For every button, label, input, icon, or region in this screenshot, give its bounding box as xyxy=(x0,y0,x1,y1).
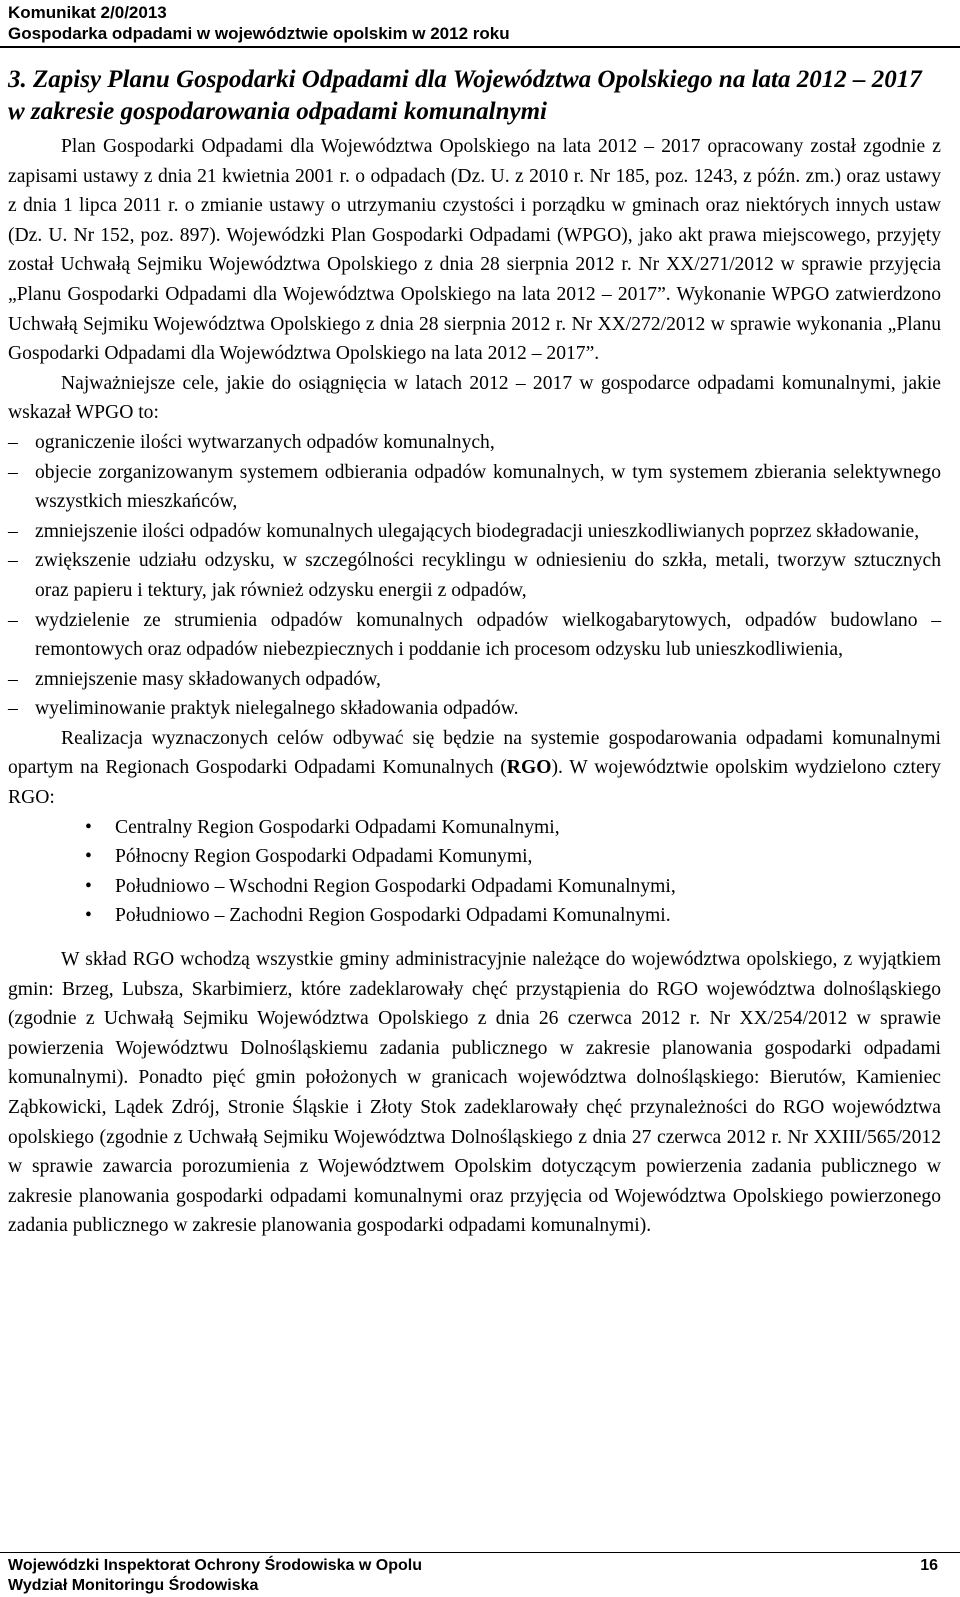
bullet-marker: • xyxy=(85,875,92,897)
footer-institution: Wojewódzki Inspektorat Ochrony Środowiska w Opolu xyxy=(8,1557,422,1574)
page-number: 16 xyxy=(920,1557,938,1574)
rgo-abbreviation: RGO xyxy=(506,757,552,779)
dash-marker: – xyxy=(8,668,18,690)
bullet-marker: • xyxy=(85,846,92,868)
dash-marker: – xyxy=(8,698,18,720)
dash-marker: – xyxy=(8,550,18,572)
running-footer xyxy=(8,1556,422,1596)
paragraph-plan-intro: Plan Gospodarki Odpadami dla Województwa Opolskiego na lata 2012 – 2017 opracowany został zgodnie z zapisami ustawy z dnia 21 kwietnia 2001 r. o odpadach (Dz. U. z 2010 r. Nr 185, poz. 1243, z późn. zm.) oraz ustawy z dnia 1 lipca 2011 r. o zmianie ustawy o utrzymaniu czystości i porządku w gminach oraz niektórych innych ustaw (Dz. U. Nr 152, poz. 897). Wojewódzki Plan Gospodarki Odpadami (WPGO), jako akt prawa miejscowego, przyjęty został Uchwałą Sejmiku Województwa Opolskiego z dnia 28 sierpnia 2012 r. Nr XX/271/2012 w sprawie przyjęcia „Planu Gospodarki Odpadami dla Województwa Opolskiego na lata 2012 – 2017”. Wykonanie WPGO zatwierdzono Uchwałą Sejmiku Województwa Opolskiego z dnia 28 sierpnia 2012 r. Nr XX/272/2012 w sprawie wykonania „Planu Gospodarki Odpadami dla Województwa Opolskiego na lata 2012 – 2017”. xyxy=(8,136,941,365)
document-body xyxy=(8,64,941,1241)
list-item-text: wyeliminowanie praktyk nielegalnego składowania odpadów. xyxy=(35,698,519,720)
list-item-text: objecie zorganizowanym systemem odbierania odpadów komunalnych, w tym systemem zbierania selektywnego wszystkich mieszkańców, xyxy=(35,461,941,513)
paragraph-rgo-membership: W skład RGO wchodzą wszystkie gminy administracyjnie należące do województwa opolskiego, z wyjątkiem gmin: Brzeg, Lubsza, Skarbimierz, które zadeklarowały chęć przystąpienia do RGO województwa dolnośląskiego (zgodnie z Uchwałą Sejmiku Województwa Opolskiego z dnia 26 czerwca 2012 r. Nr XX/254/2012 w sprawie powierzenia Województwu Dolnośląskiemu zadania publicznego w zakresie planowania gospodarki odpadami komunalnymi). Ponadto pięć gmin położonych w granicach województwa dolnośląskiego: Bierutów, Kamieniec Ząbkowicki, Lądek Zdrój, Stronie Śląskie i Złoty Stok zadeklarowały chęć przynależności do RGO województwa opolskiego (zgodnie z Uchwałą Sejmiku Województwa Dolnośląskiego z dnia 27 czerwca 2012 r. Nr XXIII/565/2012 w sprawie zawarcia porozumienia z Województwem Opolskim dotyczącym powierzenia zadania publicznego w zakresie planowania gospodarki odpadami komunalnymi oraz przyjęcia od Województwa Opolskiego powierzonego zadania publicznego w zakresie planowania gospodarki odpadami komunalnymi). xyxy=(8,949,941,1237)
dash-marker: – xyxy=(8,609,18,631)
list-item-text: Południowo – Wschodni Region Gospodarki Odpadami Komunalnymi, xyxy=(115,875,676,897)
dash-marker: – xyxy=(8,431,18,453)
goals-list xyxy=(8,428,941,724)
list-item-text: Północny Region Gospodarki Odpadami Komunymi, xyxy=(115,846,533,868)
bullet-marker: • xyxy=(85,816,92,838)
rgo-text-b: ). W województwie opolskim wydzielono cztery RGO: xyxy=(8,757,941,809)
list-item-text: Centralny Region Gospodarki Odpadami Komunalnymi, xyxy=(115,816,560,838)
running-header xyxy=(8,2,510,44)
list-item xyxy=(8,872,941,902)
list-item xyxy=(8,842,941,872)
list-item xyxy=(8,546,941,605)
list-item xyxy=(8,517,941,547)
paragraph-rgo-system xyxy=(8,724,941,813)
footer-rule xyxy=(0,1552,960,1553)
list-item-text: zmniejszenie ilości odpadów komunalnych ulegających biodegradacji unieszkodliwianych poprzez składowanie, xyxy=(35,520,920,542)
list-item-text: ograniczenie ilości wytwarzanych odpadów komunalnych, xyxy=(35,431,495,453)
list-item-text: zwiększenie udziału odzysku, w szczególności recyklingu w odniesieniu do szkła, metali, tworzyw sztucznych oraz papieru i tektury, jak również odzysku energii z odpadów, xyxy=(35,550,941,601)
list-item xyxy=(8,901,941,931)
footer-department: Wydział Monitoringu Środowiska xyxy=(8,1577,259,1594)
list-item xyxy=(8,665,941,695)
list-item xyxy=(8,813,941,843)
rgo-text-a: Realizacja wyznaczonych celów odbywać się będzie na systemie gospodarowania odpadami komunalnymi opartym na Regionach Gospodarki Odpadami Komunalnych ( xyxy=(8,727,941,779)
header-publication: Komunikat 2/0/2013 xyxy=(8,3,167,22)
dash-marker: – xyxy=(8,520,18,542)
header-title: Gospodarka odpadami w województwie opolskim w 2012 roku xyxy=(8,24,510,43)
list-item-text: wydzielenie ze strumienia odpadów komunalnych odpadów wielkogabarytowych, odpadów budowlano – remontowych oraz odpadów niebezpiecznych i poddanie ich procesom odzysku lub unieszkodliwienia, xyxy=(35,609,941,661)
list-item xyxy=(8,694,941,724)
section-heading: 3. Zapisy Planu Gospodarki Odpadami dla Województwa Opolskiego na lata 2012 – 2017 w zakresie gospodarowania odpadami komunalnymi xyxy=(8,66,922,125)
list-item-text: Południowo – Zachodni Region Gospodarki Odpadami Komunalnymi. xyxy=(115,905,671,927)
paragraph-goals-intro: Najważniejsze cele, jakie do osiągnięcia w latach 2012 – 2017 w gospodarce odpadami komunalnymi, jakie wskazał WPGO to: xyxy=(8,372,941,424)
list-item xyxy=(8,606,941,665)
list-item xyxy=(8,428,941,458)
list-item xyxy=(8,458,941,517)
list-item-text: zmniejszenie masy składowanych odpadów, xyxy=(35,668,381,690)
bullet-marker: • xyxy=(85,905,92,927)
header-rule xyxy=(0,46,960,48)
dash-marker: – xyxy=(8,461,18,483)
regions-list xyxy=(8,813,941,931)
